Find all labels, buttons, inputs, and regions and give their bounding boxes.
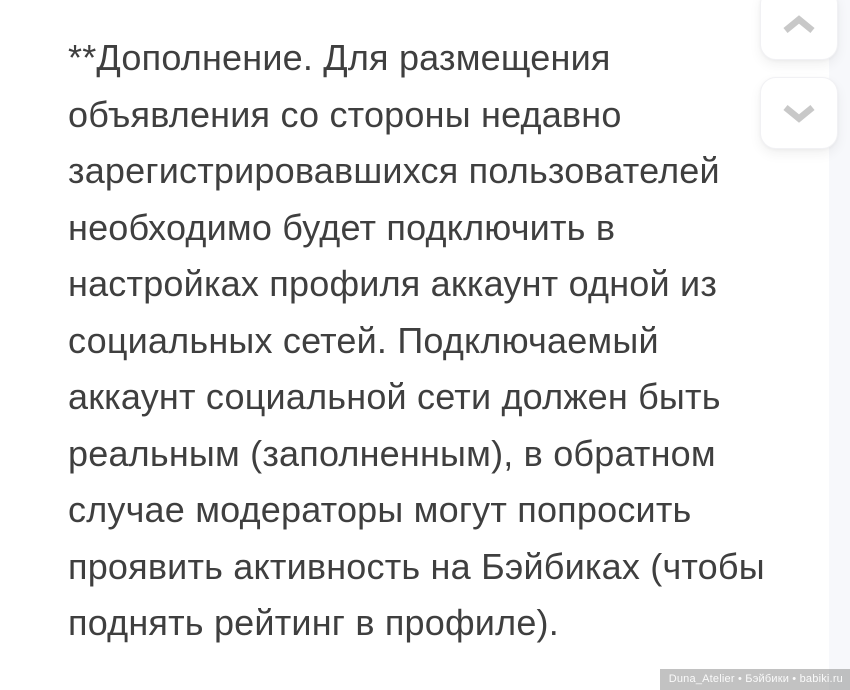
chevron-up-icon xyxy=(782,15,816,34)
text-line: зарегистрировавшихся пользователей xyxy=(68,150,720,191)
scroll-down-button[interactable] xyxy=(760,77,838,149)
text-line: реальным (заполненным), в обратном xyxy=(68,432,716,474)
chevron-down-icon xyxy=(782,104,816,123)
article-text xyxy=(68,30,813,652)
text-line: поднять рейтинг в профиле). xyxy=(68,602,559,643)
text-line: настройках профиля аккаунт одной из xyxy=(68,263,718,304)
watermark: Duna_Atelier • Бэйбики • babiki.ru xyxy=(660,669,850,690)
text-line: социальных сетей. Подключаемый xyxy=(68,319,659,361)
scroll-up-button[interactable] xyxy=(760,0,838,60)
text-line: проявить активность на Бэйбиках (чтобы xyxy=(68,545,765,587)
text-line: аккаунт социальной сети должен быть xyxy=(68,376,721,417)
text-line: **Дополнение. Для размещения xyxy=(68,37,611,78)
text-line: объявления со стороны недавно xyxy=(68,93,622,135)
text-line: необходимо будет подключить в xyxy=(68,206,616,248)
text-line: случае модераторы могут попросить xyxy=(68,489,692,530)
